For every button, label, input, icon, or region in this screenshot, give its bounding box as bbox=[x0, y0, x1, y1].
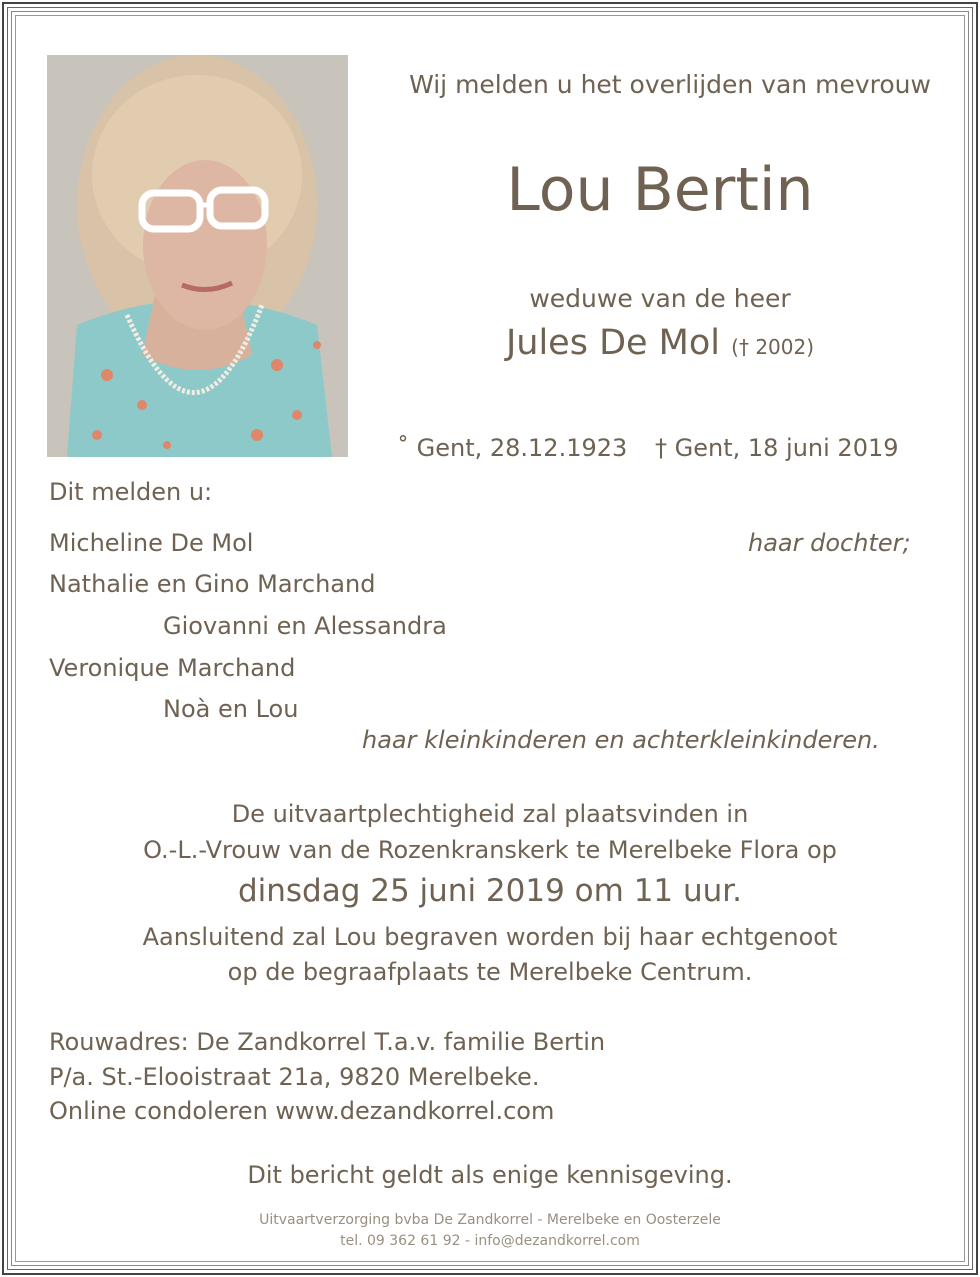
intro-text: Wij melden u het overlijden van mevrouw bbox=[409, 70, 931, 99]
grandchildren-role: haar kleinkinderen en achterkleinkinderen. bbox=[362, 726, 880, 754]
footer-line-2: tel. 09 362 61 92 - info@dezandkorrel.com bbox=[340, 1233, 640, 1249]
family-line: Noà en Lou bbox=[163, 695, 299, 723]
widow-of-text: weduwe van de heer bbox=[529, 284, 791, 313]
ceremony-date: dinsdag 25 juni 2019 om 11 uur. bbox=[237, 873, 743, 909]
ceremony-line-2: O.-L.-Vrouw van de Rozenkranskerk te Merelbeke Flora op bbox=[143, 836, 837, 864]
online-condolence: Online condoleren www.dezandkorrel.com bbox=[49, 1097, 555, 1125]
portrait-photo bbox=[47, 55, 348, 457]
birth-date: ˚ Gent, 28.12.1923 bbox=[397, 434, 628, 462]
family-line: Giovanni en Alessandra bbox=[163, 612, 447, 640]
ceremony-line-1: De uitvaartplechtigheid zal plaatsvinden in bbox=[231, 800, 749, 828]
daughter-role: haar dochter; bbox=[748, 529, 911, 557]
family-line: Veronique Marchand bbox=[49, 654, 296, 682]
spouse-name: Jules De Mol bbox=[505, 323, 721, 363]
footer-line-1: Uitvaartverzorging bvba De Zandkorrel - Merelbeke en Oosterzele bbox=[259, 1212, 721, 1228]
family-line: Nathalie en Gino Marchand bbox=[49, 570, 376, 598]
family-intro: Dit melden u: bbox=[49, 478, 213, 506]
death-date: † Gent, 18 juni 2019 bbox=[655, 434, 899, 462]
ceremony-line-4: op de begraafplaats te Merelbeke Centrum. bbox=[227, 958, 753, 986]
mourning-address-2: P/a. St.-Elooistraat 21a, 9820 Merelbeke. bbox=[49, 1063, 540, 1091]
deceased-name: Lou Bertin bbox=[506, 155, 814, 225]
daughter-name: Micheline De Mol bbox=[49, 529, 254, 557]
spouse-line bbox=[370, 323, 950, 363]
mourning-address-1: Rouwadres: De Zandkorrel T.a.v. familie Bertin bbox=[49, 1028, 606, 1056]
spouse-death-year: († 2002) bbox=[731, 335, 815, 359]
notice-text: Dit bericht geldt als enige kennisgeving. bbox=[247, 1161, 733, 1189]
ceremony-line-3: Aansluitend zal Lou begraven worden bij haar echtgenoot bbox=[142, 923, 838, 951]
portrait-illustration bbox=[47, 55, 348, 457]
